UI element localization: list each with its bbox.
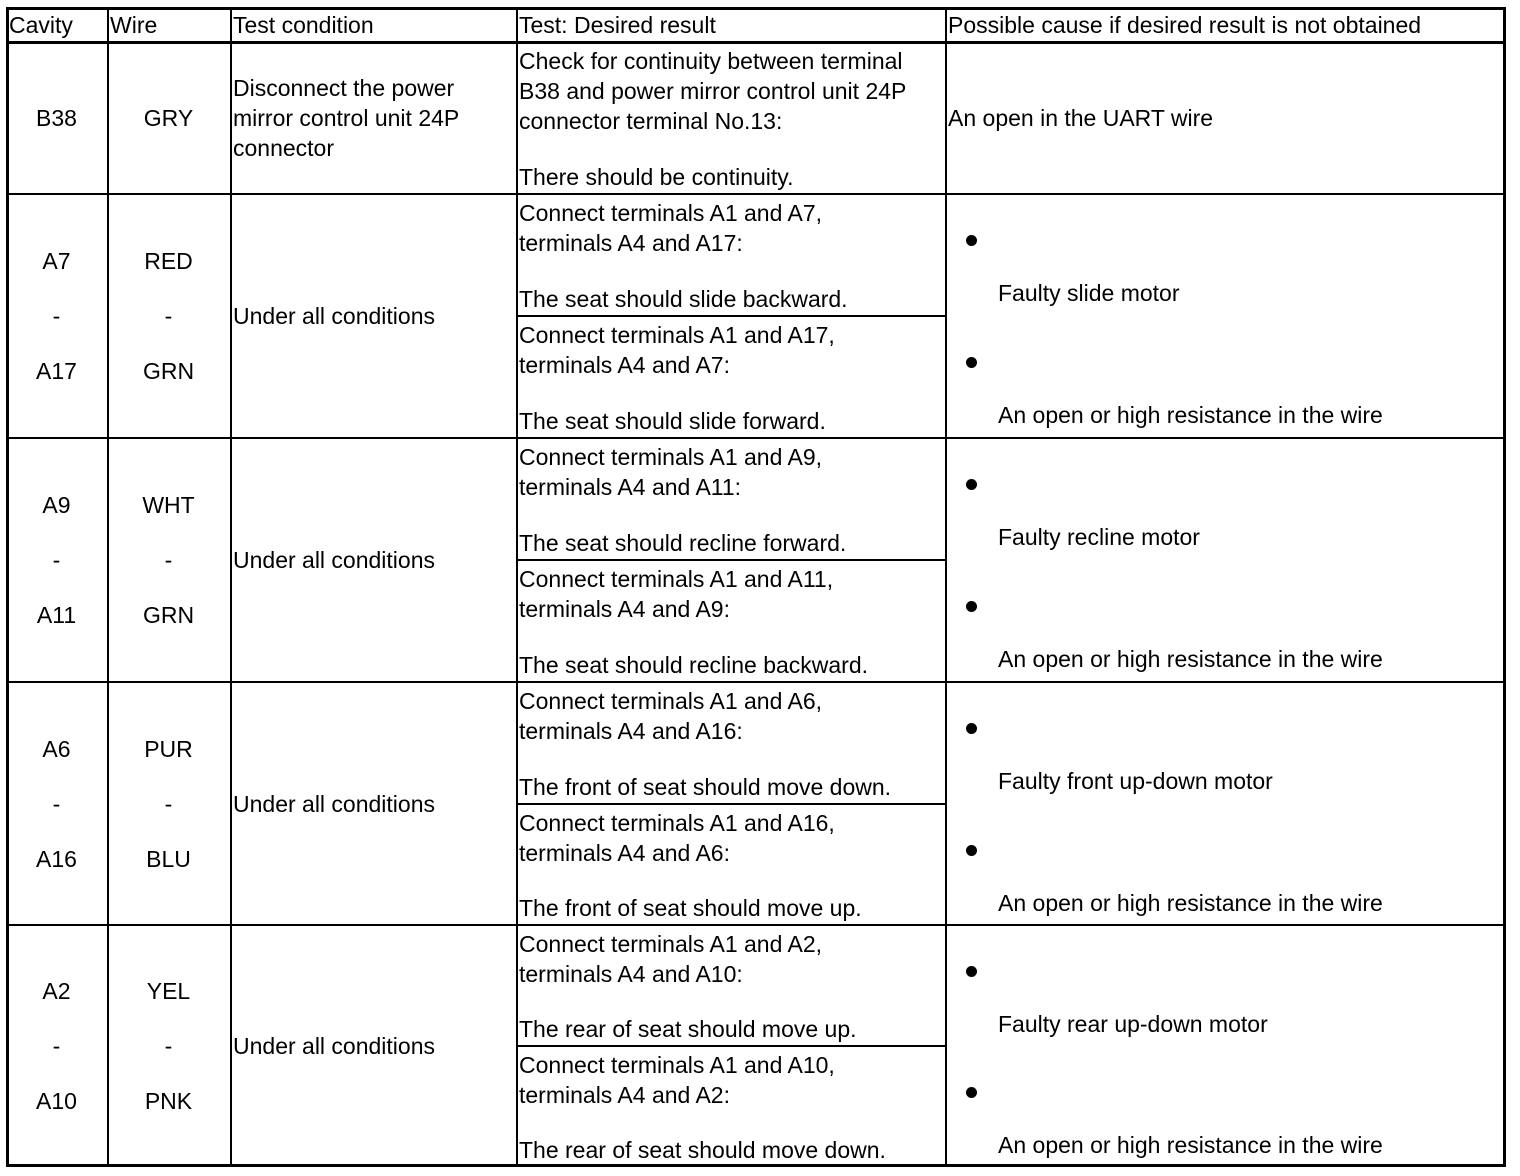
test-condition-text: Under all conditions bbox=[233, 303, 436, 329]
test-condition-text: Under all conditions bbox=[233, 547, 436, 573]
bullet-icon bbox=[966, 601, 977, 612]
desired-result-step: terminals A4 and A16: bbox=[519, 718, 743, 744]
desired-result-outcome: The rear of seat should move down. bbox=[519, 1137, 886, 1163]
cavity-value: A16 bbox=[36, 845, 77, 872]
desired-result-step: Connect terminals A1 and A10, bbox=[519, 1052, 835, 1078]
wire-value: - bbox=[164, 303, 173, 329]
cavity-value: A11 bbox=[36, 602, 77, 628]
possible-cause-text: Faulty recline motor bbox=[998, 524, 1200, 550]
row-divider bbox=[6, 924, 1506, 926]
desired-result-step: Connect terminals A1 and A16, bbox=[519, 809, 835, 836]
desired-result-step: connector terminal No.13: bbox=[519, 108, 783, 134]
bullet-icon bbox=[966, 966, 977, 977]
desired-result-step: terminals A4 and A9: bbox=[519, 596, 730, 622]
desired-result-outcome: The front of seat should move down. bbox=[519, 773, 892, 800]
desired-result-step: Check for continuity between terminal bbox=[519, 48, 903, 74]
desired-result-step: Connect terminals A1 and A6, bbox=[519, 688, 823, 714]
cavity-value: - bbox=[52, 547, 61, 573]
cavity-value: - bbox=[52, 303, 61, 329]
desired-result-step: Connect terminals A1 and A9, bbox=[519, 444, 823, 470]
desired-result-outcome: The seat should recline backward. bbox=[519, 652, 869, 678]
desired-result-outcome: The seat should slide backward. bbox=[519, 286, 848, 312]
bullet-icon bbox=[966, 845, 977, 856]
cavity-value: A10 bbox=[36, 1088, 77, 1114]
desired-result-step: terminals A4 and A2: bbox=[519, 1082, 730, 1108]
possible-cause-text: Faulty rear up-down motor bbox=[998, 1011, 1268, 1037]
column-divider bbox=[516, 7, 518, 1167]
desired-result-outcome: There should be continuity. bbox=[519, 164, 794, 190]
wire-value: GRY bbox=[143, 105, 194, 131]
possible-cause-text: An open or high resistance in the wire bbox=[998, 646, 1383, 672]
header-cause: Possible cause if desired result is not obtained bbox=[948, 12, 1422, 38]
header-condition: Test condition bbox=[233, 12, 374, 38]
wire-value: - bbox=[164, 790, 173, 817]
bullet-icon bbox=[966, 235, 977, 246]
sub-row-divider bbox=[516, 315, 945, 317]
desired-result-step: terminals A4 and A17: bbox=[519, 230, 743, 256]
bullet-icon bbox=[966, 479, 977, 490]
wire-value: GRN bbox=[142, 602, 195, 628]
desired-result-step: Connect terminals A1 and A7, bbox=[519, 200, 823, 226]
header-wire: Wire bbox=[110, 12, 158, 38]
wire-value: PNK bbox=[144, 1088, 193, 1114]
row-divider bbox=[6, 681, 1506, 683]
sub-row-divider bbox=[516, 803, 945, 805]
wire-value: PUR bbox=[144, 735, 193, 762]
possible-cause-text: An open in the UART wire bbox=[948, 105, 1214, 131]
cavity-value: - bbox=[52, 790, 61, 817]
row-divider bbox=[6, 437, 1506, 439]
desired-result-step: terminals A4 and A10: bbox=[519, 961, 743, 987]
bullet-icon bbox=[966, 1087, 977, 1098]
cavity-value: A7 bbox=[42, 248, 71, 274]
bullet-icon bbox=[966, 357, 977, 368]
cavity-value: B38 bbox=[36, 105, 77, 131]
wire-value: RED bbox=[144, 248, 193, 274]
desired-result-step: terminals A4 and A7: bbox=[519, 352, 730, 378]
wire-value: WHT bbox=[142, 492, 195, 518]
cavity-value: A2 bbox=[42, 978, 71, 1004]
desired-result-step: terminals A4 and A6: bbox=[519, 839, 730, 866]
possible-cause-text: An open or high resistance in the wire bbox=[998, 889, 1383, 916]
desired-result-outcome: The rear of seat should move up. bbox=[519, 1016, 857, 1042]
desired-result-step: Connect terminals A1 and A11, bbox=[519, 566, 834, 592]
possible-cause-text: An open or high resistance in the wire bbox=[998, 1132, 1383, 1158]
desired-result-step: Connect terminals A1 and A2, bbox=[519, 931, 823, 957]
header-divider bbox=[6, 41, 1506, 44]
desired-result-outcome: The front of seat should move up. bbox=[519, 895, 862, 921]
test-condition-text: Under all conditions bbox=[233, 1033, 436, 1059]
possible-cause-text: Faulty slide motor bbox=[998, 280, 1180, 306]
possible-cause-text: An open or high resistance in the wire bbox=[998, 402, 1383, 428]
wire-value: GRN bbox=[142, 358, 195, 384]
test-condition-text: mirror control unit 24P bbox=[233, 105, 460, 131]
desired-result-step: Connect terminals A1 and A17, bbox=[519, 322, 835, 348]
wire-value: - bbox=[164, 547, 173, 573]
sub-row-divider bbox=[516, 559, 945, 561]
header-result: Test: Desired result bbox=[519, 12, 716, 38]
cavity-value: - bbox=[52, 1033, 61, 1059]
wire-value: YEL bbox=[146, 978, 191, 1004]
test-condition-text: connector bbox=[233, 135, 335, 161]
column-divider bbox=[945, 7, 947, 1167]
header-cavity: Cavity bbox=[9, 12, 73, 38]
sub-row-divider bbox=[516, 1045, 945, 1047]
test-condition-text: Under all conditions bbox=[233, 790, 436, 817]
desired-result-outcome: The seat should recline forward. bbox=[519, 530, 847, 556]
possible-cause-text: Faulty front up-down motor bbox=[998, 768, 1273, 794]
column-divider bbox=[230, 7, 232, 1167]
cavity-value: A17 bbox=[36, 358, 77, 384]
desired-result-step: B38 and power mirror control unit 24P bbox=[519, 78, 907, 104]
wire-value: - bbox=[164, 1033, 173, 1059]
desired-result-step: terminals A4 and A11: bbox=[519, 474, 742, 500]
desired-result-outcome: The seat should slide forward. bbox=[519, 408, 826, 434]
wire-value: BLU bbox=[146, 845, 191, 872]
cavity-value: A6 bbox=[42, 735, 71, 762]
bullet-icon bbox=[966, 723, 977, 734]
cavity-value: A9 bbox=[42, 492, 71, 518]
test-condition-text: Disconnect the power bbox=[233, 75, 455, 101]
row-divider bbox=[6, 193, 1506, 195]
